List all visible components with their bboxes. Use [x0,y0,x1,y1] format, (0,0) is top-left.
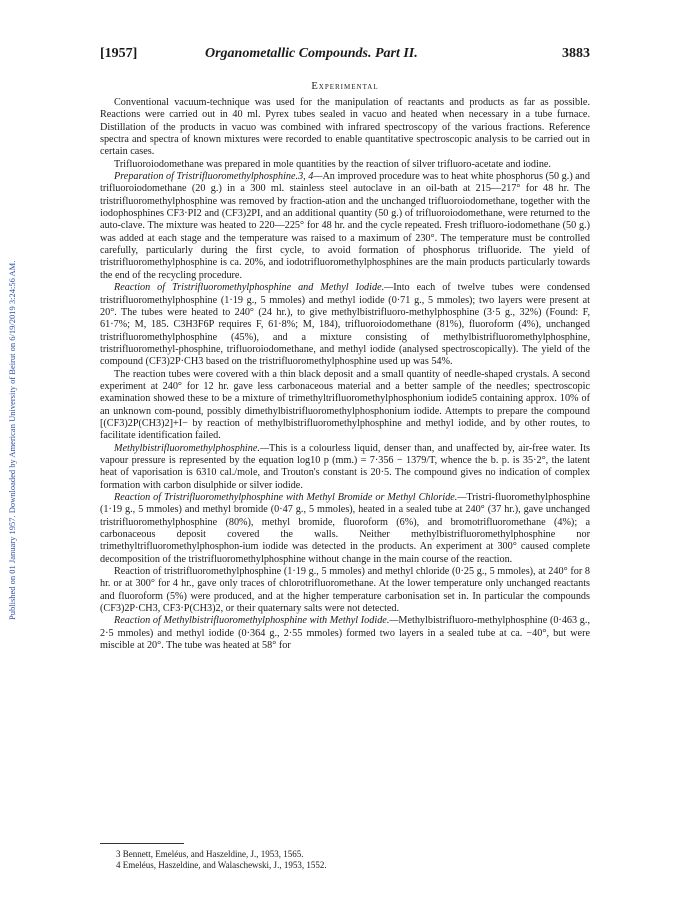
paragraph: Reaction of tristrifluoromethylphosphine (1·19 g., 5 mmoles) and methyl chloride (0·25 g., 5 mmoles), at 240° for 8 hr. or at 300° for 4 hr., gave only traces of chlorotrifluoromethane. At the lower temperature only unchanged reactants and fluoroform (5%) were produced, and at the higher temperature carbonisation set in. In particular the compounds (CF3)2P·CH3, CF3·P(CH3)2, or their quaternary salts were not detected. [100,566,590,615]
paragraph-lead: Reaction of Methylbistrifluoromethylphosphine with Methyl Iodide.— [114,615,399,627]
paragraph: Reaction of Tristrifluoromethylphosphine with Methyl Bromide or Methyl Chloride.—Tristri-fluoromethylphosphine (1·19 g., 5 mmoles) and methyl bromide (0·47 g., 5 mmoles), heated in a sealed tube at 240° (37 hr.), gave unchanged tristrifluoromethylphosphine (80%), methyl bromide, fluoroform (6%), and bromotrifluoromethane (4%); a carbonaceous deposit covered the walls. Neither methylbistrifluoromethylphosphine nor trimethyltrifluoromethylphosphon-ium iodide was detected in the products. An experiment at 300° caused complete decomposition of the tristrifluoromethylphosphine without change in the main course of the reaction. [100,492,590,565]
paragraph: Reaction of Methylbistrifluoromethylphosphine with Methyl Iodide.—Methylbistrifluoro-methylphosphine (0·463 g., 2·5 mmoles) and methyl iodide (0·364 g., 2·55 mmoles) formed two layers in a sealed tube at ca. −40°, but were miscible at 20°. The tube was heated at 58° for [100,615,590,652]
header-page-number: 3883 [562,46,590,61]
paragraph-lead: Preparation of Tristrifluoromethylphosphine.3, 4— [114,171,323,183]
paragraph: Preparation of Tristrifluoromethylphosphine.3, 4—An improved procedure was to heat white phosphorus (50 g.) and trifluoroiodomethane (20 g.) in a 300 ml. stainless steel autoclave in an oil-bath at 215—217° for 48 hr. The tristrifluoromethylphosphine was removed by fraction-ation and the unchanged trifluoroiodomethane, together with the iodophosphines CF3·PI2 and (CF3)2PI, and an additional quantity (50 g.) of trifluoroiodomethane, were returned to the auto-clave. The mixture was heated to 220—225° for 48 hr. and the cycle repeated. Fresh trifluoro-iodomethane (50 g.) was added at each stage and the temperature was raised to a maximum of 230°. The temperature must be controlled carefully, particularly during the first cycle, to avoid formation of phosphorus trifluoride. The yield of tristrifluoromethylphosphine is ca. 20%, and iodotrifluoromethylphosphines are the main products particularly towards the end of the recycling procedure. [100,171,590,281]
paragraph: The reaction tubes were covered with a thin black deposit and a small quantity of needle-shaped crystals. A second experiment at 240° for 12 hr. gave less carbonaceous material and a better sample of the needles; spectroscopic examination showed these to be a mixture of trimethyltrifluoromethylphosphonium iodide5 containing approx. 10% of an unknown com-pound, possibly dimethylbistrifluoromethylphosphonium iodide. Attempts to prepare the compound [(CF3)2P(CH3)2]+I− by reaction of methylbistrifluoromethylphosphine and methyl iodide, and by other routes, to facilitate identification failed. [100,368,590,442]
footnote: 3 Bennett, Emeléus, and Haszeldine, J., 1953, 1565. [116,849,304,859]
paragraph-lead: Reaction of Tristrifluoromethylphosphine with Methyl Bromide or Methyl Chloride.— [114,492,467,503]
header-journal: Organometallic Compounds. Part II. [205,46,418,61]
running-header [100,46,590,66]
paragraph: Trifluoroiodomethane was prepared in mole quantities by the reaction of silver trifluoro-acetate and iodine. [114,158,551,170]
paragraph-lead: Methylbistrifluoromethylphosphine.— [114,442,269,454]
footnote-rule [100,843,184,844]
footnotes [116,849,586,871]
header-year: [1957] [100,46,138,61]
section-title: Experimental [311,81,379,92]
paragraph: Methylbistrifluoromethylphosphine.—This is a colourless liquid, denser than, and unaffected by, air-free water. Its vapour pressure is represented by the equation log10 p (mm.) = 7·356 − 1379/T, whence the b. p. is 35·2°, the latent heat of vaporisation is 6310 cal./mole, and Trouton's constant is 20·5. The compound gives no indication of complex formation with carbon disulphide or silver iodide. [100,442,590,491]
download-watermark: Published on 01 January 1957. Downloaded by American University of Beirut on 6/19/2019 3:24:56 AM. [7,260,17,620]
paragraph: Conventional vacuum-technique was used for the manipulation of reactants and products as far as possible. Reactions were carried out in 40 ml. Pyrex tubes sealed in vacuo and heated when necessary in a tube furnace. Distillation of the products in vacuo was combined with infrared spectroscopy of the various fractions. Reference spectra and spectra of known mixtures were recorded to enable quantitative spectroscopic analysis to be carried out in certain cases. [100,97,590,158]
body-text [100,97,590,652]
footnote: 4 Emeléus, Haszeldine, and Walaschewski, J., 1953, 1552. [116,860,327,870]
paragraph: Reaction of Tristrifluoromethylphosphine and Methyl Iodide.—Into each of twelve tubes were condensed tristrifluoromethylphosphine (1·19 g., 5 mmoles) and methyl iodide (0·71 g., 5 mmoles); two layers were present at 20°. The tubes were heated to 240° (24 hr.), to give methylbistrifluoro-methylphosphine (3·5 g., 32%) (Found: F, 61·7%; M, 185. C3H3F6P requires F, 61·8%; M, 184), trifluoroiodomethane (81%), fluoroform (4%), unchanged tristrifluoromethylphosphine (45%), and a mixture consisting of methylbistrifluoromethylphosphine, tristrifluoromethyl-phosphine, trifluoroiodomethane, and methyl iodide (analysed spectroscopically). The yield of the compound (CF3)2P·CH3 based on the tristrifluoromethylphosphine used up was 54%. [100,282,590,368]
paragraph-lead: Reaction of Tristrifluoromethylphosphine and Methyl Iodide.— [114,282,394,294]
